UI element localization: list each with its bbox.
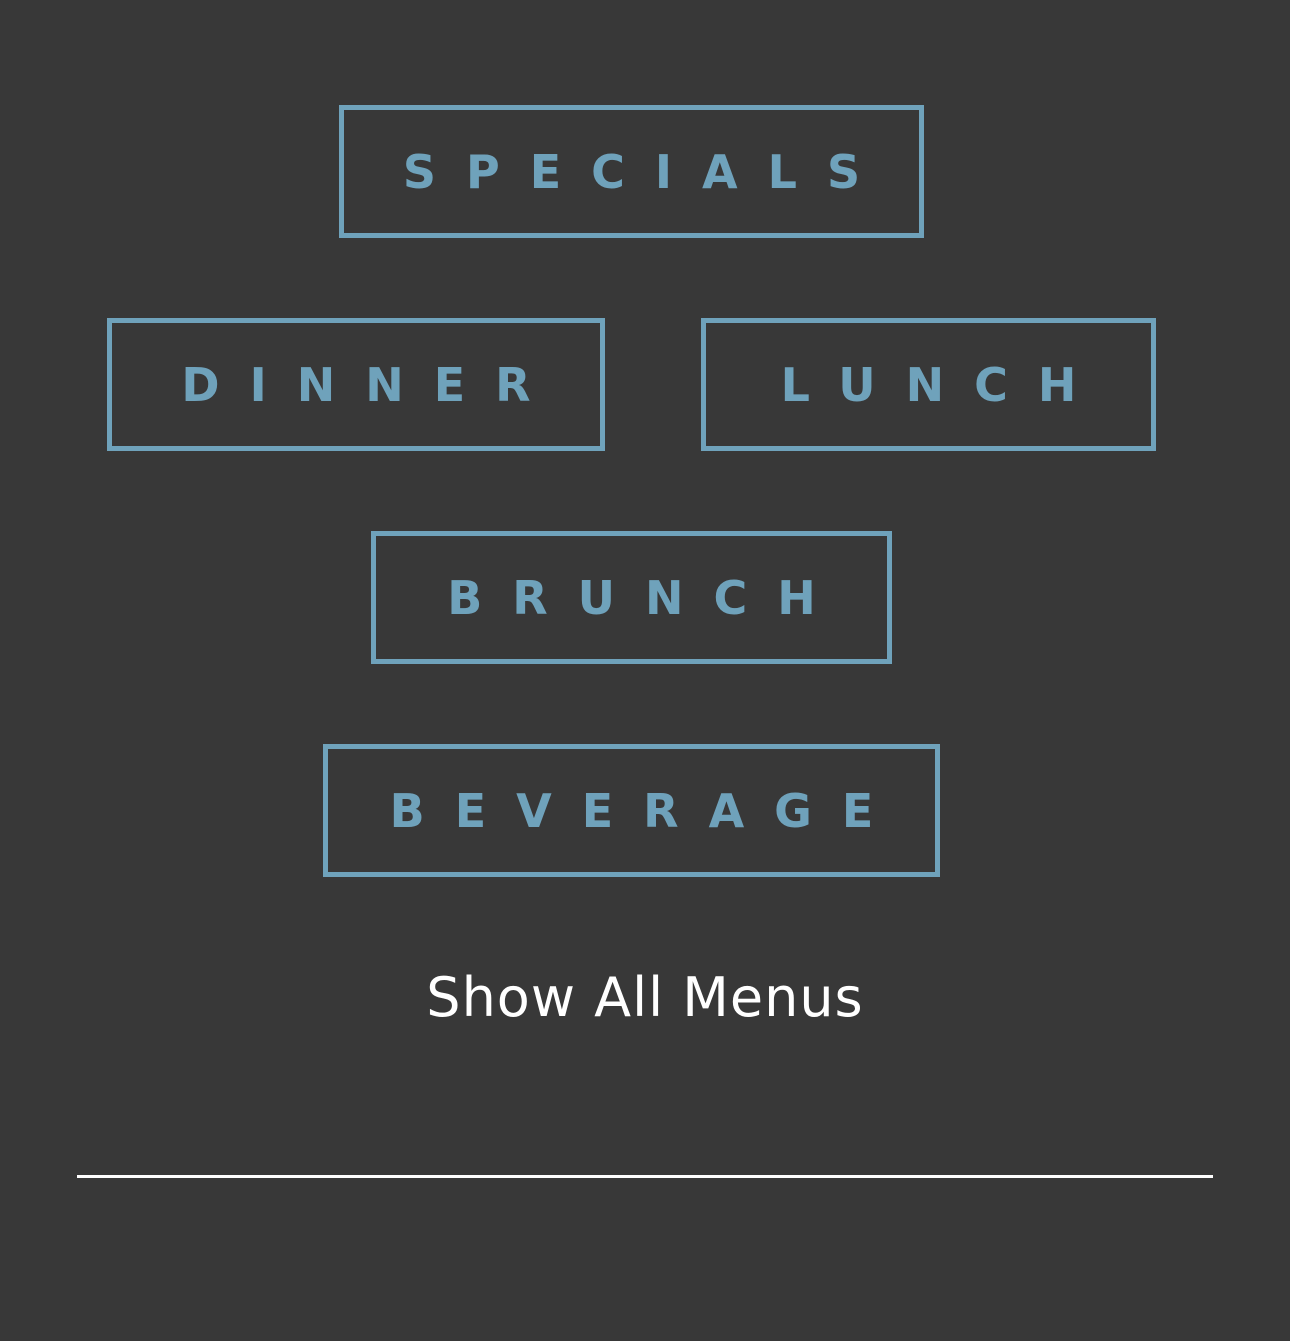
specials-menu-button[interactable] (339, 105, 924, 238)
dinner-menu-button[interactable] (107, 318, 605, 451)
section-divider (77, 1175, 1213, 1178)
lunch-menu-button[interactable] (701, 318, 1156, 451)
dinner-label: DINNER (181, 357, 561, 412)
show-all-menus-link[interactable]: Show All Menus (426, 966, 864, 1029)
beverage-label: BEVERAGE (389, 783, 904, 838)
brunch-label: BRUNCH (447, 570, 846, 625)
specials-label: SPECIALS (402, 144, 891, 199)
lunch-label: LUNCH (780, 357, 1107, 412)
brunch-menu-button[interactable] (371, 531, 892, 664)
beverage-menu-button[interactable] (323, 744, 940, 877)
